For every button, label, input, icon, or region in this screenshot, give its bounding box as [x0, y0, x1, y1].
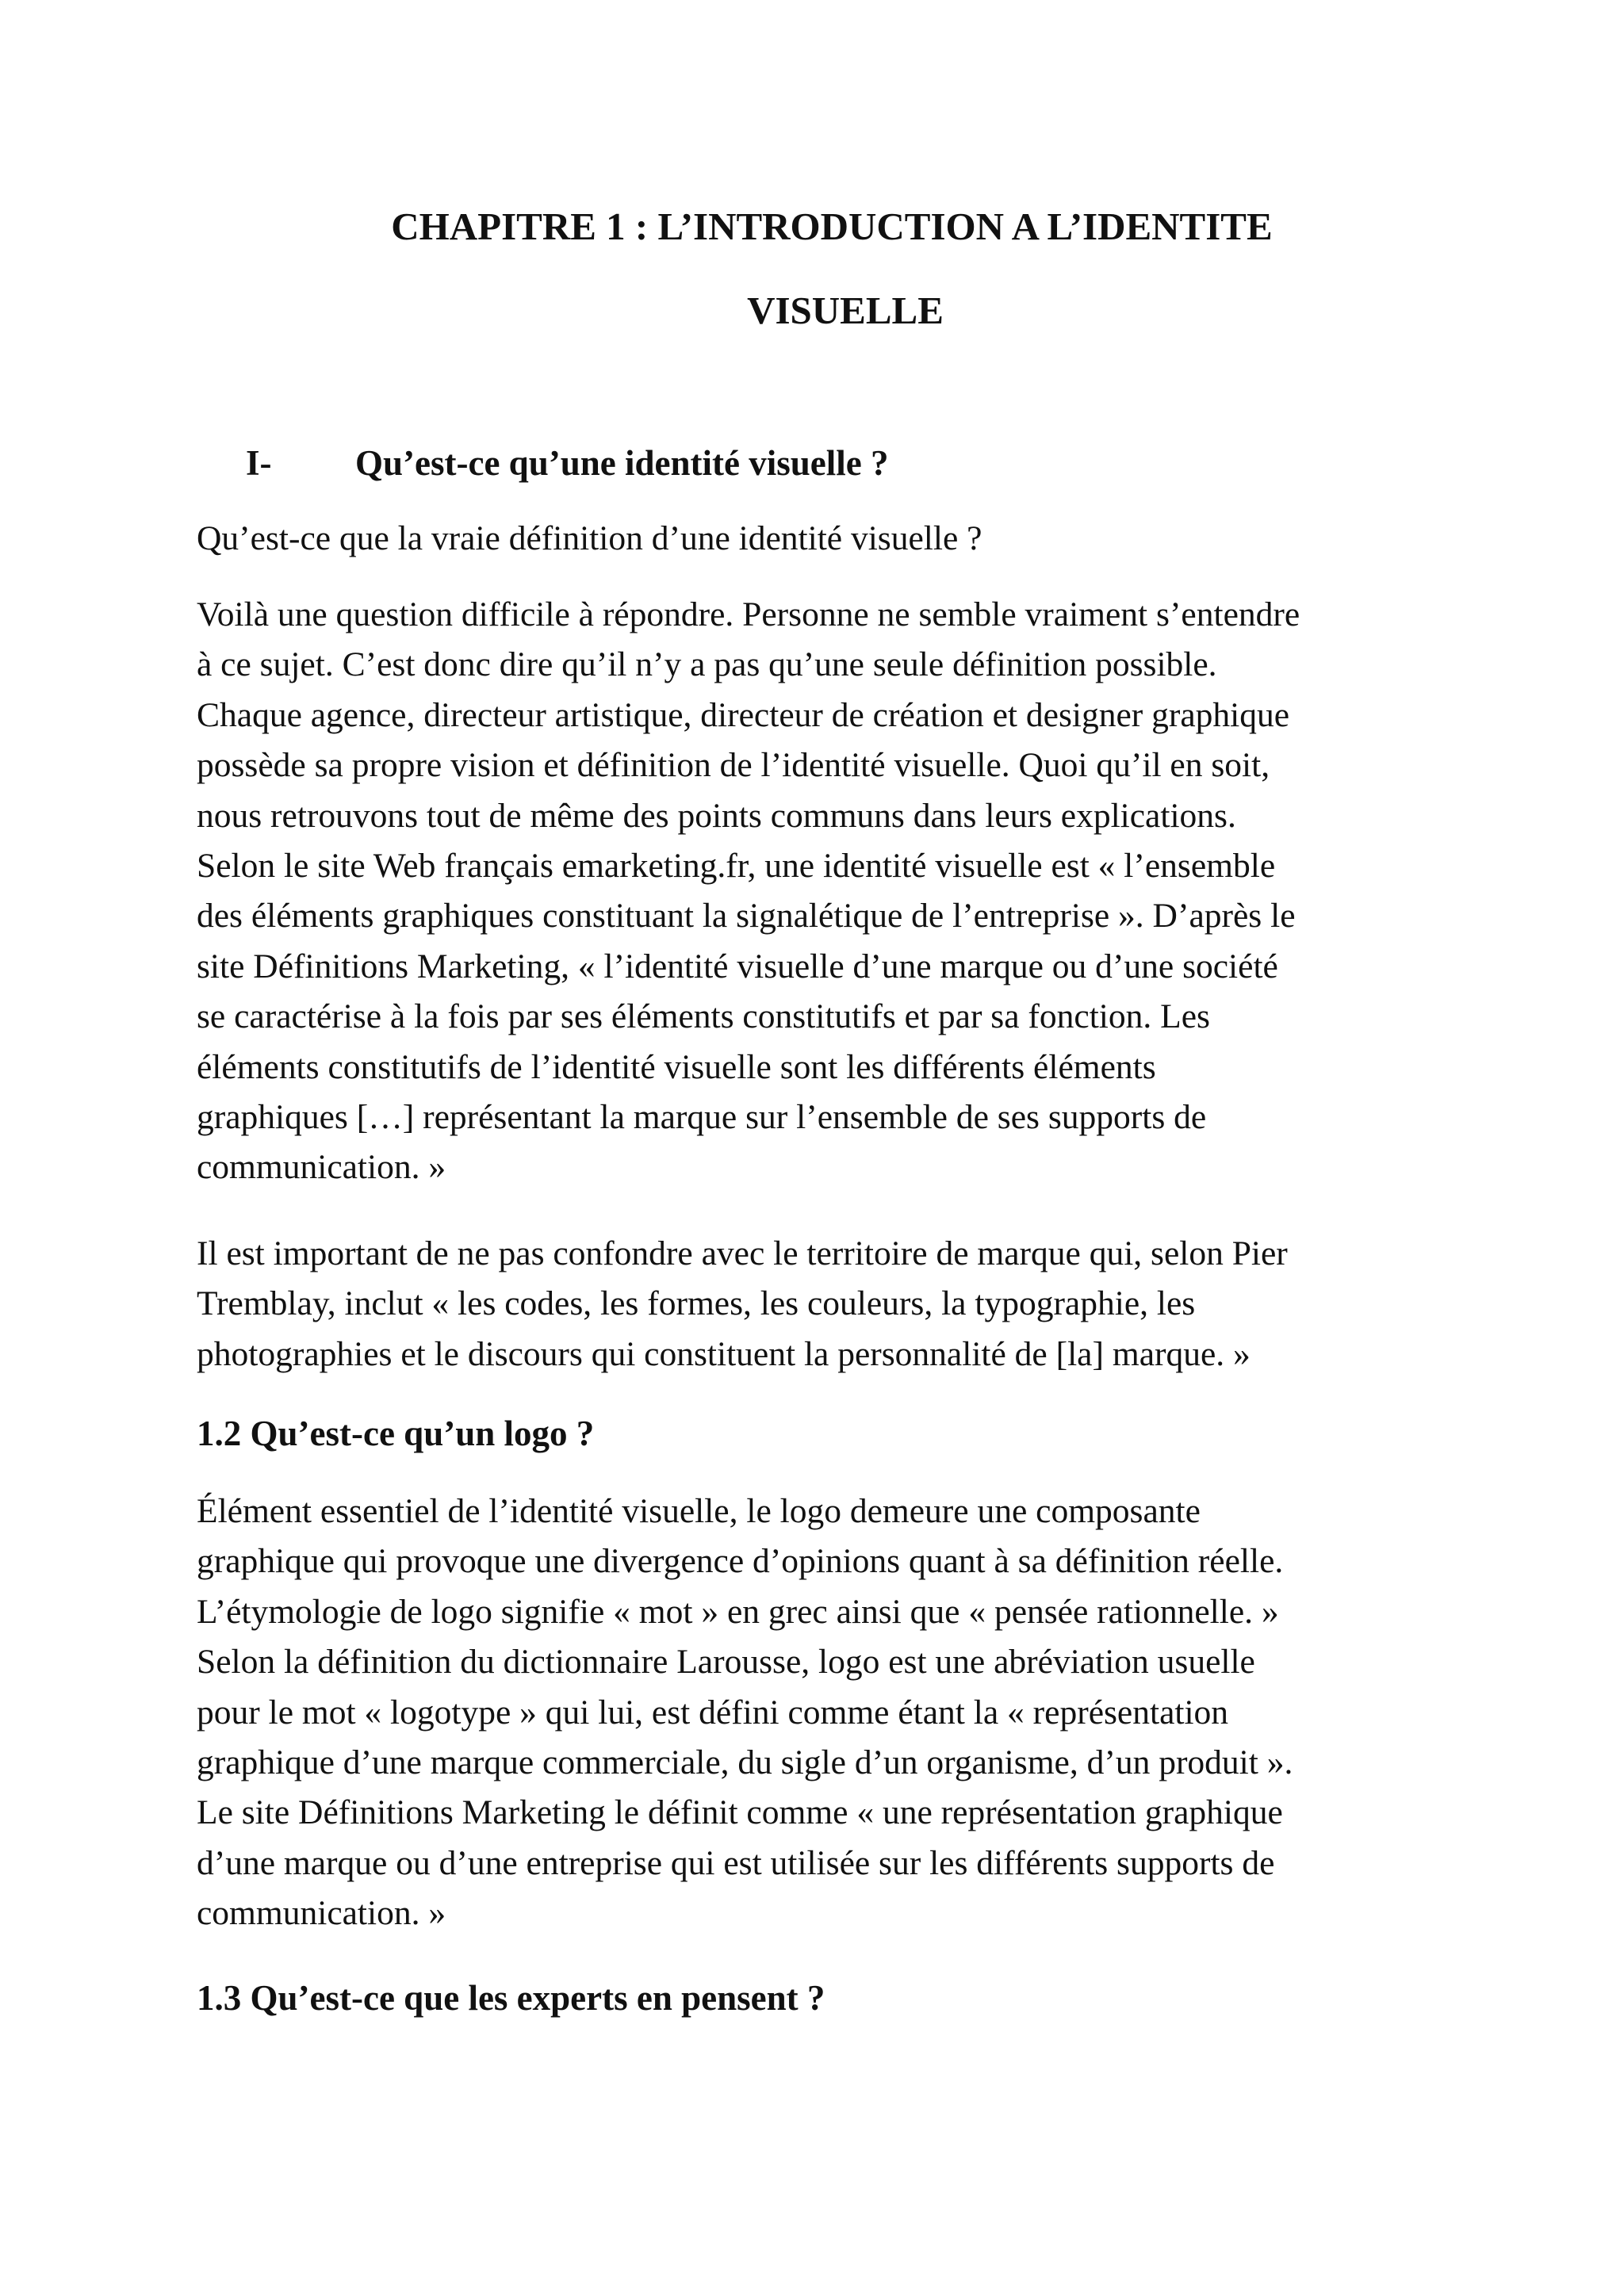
paragraph-line: Le site Définitions Marketing le définit comme « une représentation graphique	[197, 1793, 1283, 1832]
paragraph-line: graphique qui provoque une divergence d’opinions quant à sa définition réelle.	[197, 1542, 1284, 1581]
paragraph-line: Selon le site Web français emarketing.fr, une identité visuelle est « l’ensemble	[197, 847, 1276, 886]
paragraph-line: Chaque agence, directeur artistique, directeur de création et designer graphique	[197, 695, 1290, 734]
paragraph-line: éléments constitutifs de l’identité visuelle sont les différents éléments	[197, 1047, 1156, 1086]
paragraph-line: communication. »	[197, 1894, 446, 1933]
paragraph-line: Il est important de ne pas confondre avec le territoire de marque qui, selon Pier	[197, 1234, 1288, 1272]
question-line: Qu’est-ce que la vraie définition d’une identité visuelle ?	[197, 519, 982, 557]
paragraph-line: Selon la définition du dictionnaire Larousse, logo est une abréviation usuelle	[197, 1643, 1255, 1682]
paragraph-definition	[197, 590, 1465, 1193]
paragraph-line: possède sa propre vision et définition de l’identité visuelle. Quoi qu’il en soit,	[197, 746, 1270, 785]
paragraph-line: communication. »	[197, 1148, 446, 1187]
paragraph-line: pour le mot « logotype » qui lui, est défini comme étant la « représentation	[197, 1693, 1229, 1732]
paragraph-line: nous retrouvons tout de même des points communs dans leurs explications.	[197, 796, 1236, 835]
paragraph-line: Élément essentiel de l’identité visuelle, le logo demeure une composante	[197, 1492, 1201, 1530]
paragraph-line: Voilà une question difficile à répondre. Personne ne semble vraiment s’entendre	[197, 595, 1300, 633]
section-heading-logo: 1.2 Qu’est-ce qu’un logo ?	[197, 1414, 595, 1453]
paragraph-territoire	[197, 1229, 1465, 1380]
section-heading-identite: Qu’est-ce qu’une identité visuelle ?	[355, 443, 889, 483]
paragraph-line: à ce sujet. C’est donc dire qu’il n’y a pas qu’une seule définition possible.	[197, 645, 1217, 684]
paragraph-logo	[197, 1487, 1465, 1939]
paragraph-line: se caractérise à la fois par ses éléments constitutifs et par sa fonction. Les	[197, 997, 1210, 1036]
paragraph-line: graphique d’une marque commerciale, du sigle d’un organisme, d’un produit ».	[197, 1743, 1293, 1782]
paragraph-line: Tremblay, inclut « les codes, les formes, les couleurs, la typographie, les	[197, 1284, 1196, 1323]
paragraph-line: site Définitions Marketing, « l’identité visuelle d’une marque ou d’une société	[197, 947, 1278, 985]
section-number: I-	[246, 443, 272, 483]
paragraph-line: L’étymologie de logo signifie « mot » en grec ainsi que « pensée rationnelle. »	[197, 1592, 1279, 1631]
question-paragraph	[197, 514, 1465, 564]
section-heading-experts: 1.3 Qu’est-ce que les experts en pensent ?	[197, 1978, 825, 2018]
chapter-title-line-1: CHAPITRE 1 : L’INTRODUCTION A L’IDENTITE	[391, 205, 1273, 248]
paragraph-line: photographies et le discours qui constituent la personnalité de [la] marque. »	[197, 1334, 1251, 1373]
paragraph-line: d’une marque ou d’une entreprise qui est utilisée sur les différents supports de	[197, 1843, 1275, 1882]
paragraph-line: graphiques […] représentant la marque sur l’ensemble de ses supports de	[197, 1098, 1207, 1137]
chapter-title-line-2: VISUELLE	[747, 289, 944, 332]
paragraph-line: des éléments graphiques constituant la signalétique de l’entreprise ». D’après le	[197, 897, 1296, 936]
